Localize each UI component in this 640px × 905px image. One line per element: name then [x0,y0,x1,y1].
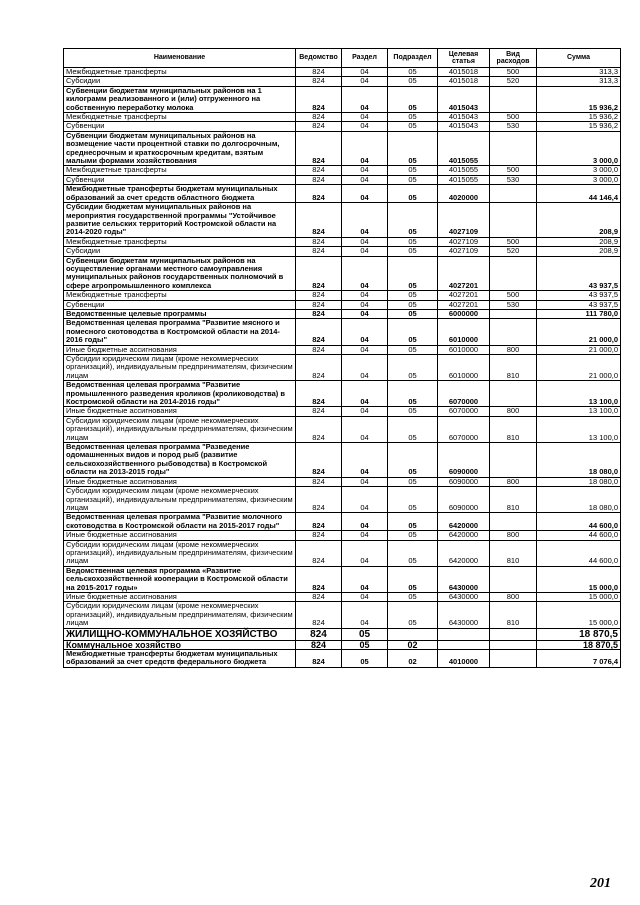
cell-podrazdel: 05 [388,381,438,407]
cell-name: Иные бюджетные ассигнования [64,477,296,486]
table-row [64,355,621,381]
cell-podrazdel: 05 [388,175,438,184]
cell-vid-rashodov: 810 [490,540,537,566]
cell-name: Ведомственные целевые программы [64,309,296,318]
cell-vid-rashodov: 500 [490,237,537,246]
cell-vedomstvo: 824 [296,185,342,203]
cell-razdel: 04 [342,237,388,246]
cell-name: Субсидии юридическим лицам (кроме некоммерческих организаций), индивидуальным предпринимателям, физическим лицам [64,416,296,442]
table-row [64,602,621,628]
cell-vid-rashodov: 800 [490,477,537,486]
cell-podrazdel: 05 [388,319,438,345]
cell-vid-rashodov [490,566,537,592]
cell-podrazdel: 05 [388,345,438,354]
cell-podrazdel: 05 [388,416,438,442]
table-row [64,122,621,131]
cell-celevaya-statya: 4015055 [438,131,490,166]
cell-name: Ведомственная целевая программа "Разведение одомашненных видов и пород рыб (развитие сельскохозяйственного рыбоводства) в Костромской области на 2013-2015 годы" [64,443,296,478]
table-row [64,131,621,166]
cell-razdel: 04 [342,407,388,416]
table-row [64,628,621,640]
cell-podrazdel: 02 [388,650,438,668]
cell-summa: 3 000,0 [537,131,621,166]
cell-razdel: 04 [342,540,388,566]
cell-vid-rashodov: 810 [490,355,537,381]
cell-name: Коммунальное хозяйство [64,640,296,649]
table-row [64,237,621,246]
cell-celevaya-statya: 6420000 [438,540,490,566]
cell-name: ЖИЛИЩНО-КОММУНАЛЬНОЕ ХОЗЯЙСТВО [64,628,296,640]
cell-podrazdel: 05 [388,309,438,318]
cell-razdel: 04 [342,122,388,131]
cell-razdel: 04 [342,345,388,354]
cell-vid-rashodov: 500 [490,166,537,175]
cell-podrazdel: 05 [388,487,438,513]
cell-razdel: 04 [342,113,388,122]
cell-summa: 3 000,0 [537,175,621,184]
cell-vid-rashodov [490,640,537,649]
cell-podrazdel: 05 [388,477,438,486]
cell-summa: 313,3 [537,77,621,86]
cell-vedomstvo: 824 [296,203,342,238]
cell-vedomstvo: 824 [296,309,342,318]
cell-vedomstvo: 824 [296,86,342,112]
cell-summa: 43 937,5 [537,300,621,309]
cell-razdel: 04 [342,300,388,309]
cell-name: Межбюджетные трансферты бюджетам муниципальных образований за счет средств областного бюджета [64,185,296,203]
cell-summa: 15 000,0 [537,592,621,601]
cell-vedomstvo: 824 [296,68,342,77]
cell-vedomstvo: 824 [296,650,342,668]
cell-razdel: 04 [342,381,388,407]
cell-razdel: 04 [342,175,388,184]
cell-name: Субсидии юридическим лицам (кроме некоммерческих организаций), индивидуальным предпринимателям, физическим лицам [64,602,296,628]
cell-podrazdel: 05 [388,77,438,86]
table-row [64,77,621,86]
cell-vid-rashodov [490,628,537,640]
cell-podrazdel: 05 [388,203,438,238]
cell-razdel: 04 [342,592,388,601]
cell-podrazdel: 05 [388,247,438,256]
cell-razdel: 04 [342,131,388,166]
cell-name: Иные бюджетные ассигнования [64,531,296,540]
table-row [64,256,621,291]
cell-summa: 18 870,5 [537,628,621,640]
cell-name: Ведомственная целевая программа "Развитие мясного и помесного скотоводства в Костромской области на 2014-2016 годы" [64,319,296,345]
table-row [64,443,621,478]
cell-summa: 44 600,0 [537,531,621,540]
cell-razdel: 04 [342,487,388,513]
cell-name: Ведомственная целевая программа "Развитие промышленного разведения кроликов (кролиководства) в Костромской области на 2014-2016 годы" [64,381,296,407]
cell-vid-rashodov [490,256,537,291]
cell-vedomstvo: 824 [296,237,342,246]
cell-vid-rashodov: 530 [490,175,537,184]
cell-vid-rashodov: 810 [490,487,537,513]
cell-name: Межбюджетные трансферты [64,68,296,77]
cell-name: Межбюджетные трансферты [64,237,296,246]
cell-podrazdel [388,628,438,640]
cell-celevaya-statya: 6000000 [438,309,490,318]
cell-summa: 111 780,0 [537,309,621,318]
cell-vid-rashodov: 800 [490,592,537,601]
cell-celevaya-statya: 6430000 [438,566,490,592]
cell-podrazdel: 05 [388,291,438,300]
cell-summa: 208,9 [537,237,621,246]
page-number: 201 [590,876,611,891]
cell-vedomstvo: 824 [296,175,342,184]
cell-razdel: 04 [342,247,388,256]
header-vid-rashodov: Вид расходов [490,49,537,68]
cell-razdel: 04 [342,355,388,381]
cell-name: Субвенции [64,122,296,131]
cell-celevaya-statya: 6090000 [438,477,490,486]
cell-vid-rashodov: 500 [490,68,537,77]
cell-vid-rashodov [490,185,537,203]
table-row [64,416,621,442]
cell-razdel: 04 [342,86,388,112]
cell-vid-rashodov: 800 [490,407,537,416]
cell-summa: 43 937,5 [537,256,621,291]
cell-summa: 15 000,0 [537,566,621,592]
cell-vid-rashodov [490,86,537,112]
cell-celevaya-statya: 4027201 [438,291,490,300]
cell-name: Иные бюджетные ассигнования [64,407,296,416]
cell-vedomstvo: 824 [296,113,342,122]
cell-celevaya-statya: 4015018 [438,68,490,77]
cell-celevaya-statya: 4015055 [438,166,490,175]
cell-name: Межбюджетные трансферты бюджетам муниципальных образований за счет средств федерального бюджета [64,650,296,668]
cell-razdel: 04 [342,416,388,442]
cell-summa: 18 870,5 [537,640,621,649]
cell-vedomstvo: 824 [296,540,342,566]
cell-podrazdel: 05 [388,540,438,566]
cell-vedomstvo: 824 [296,122,342,131]
cell-podrazdel: 05 [388,531,438,540]
table-row [64,650,621,668]
cell-summa: 13 100,0 [537,381,621,407]
cell-vedomstvo: 824 [296,77,342,86]
cell-podrazdel: 05 [388,131,438,166]
cell-vedomstvo: 824 [296,443,342,478]
cell-podrazdel: 05 [388,300,438,309]
cell-vid-rashodov: 530 [490,300,537,309]
cell-vedomstvo: 824 [296,345,342,354]
cell-summa: 43 937,5 [537,291,621,300]
cell-razdel: 04 [342,68,388,77]
cell-name: Ведомственная целевая программа «Развитие сельскохозяйственной кооперации в Костромской области на 2015-2017 годы» [64,566,296,592]
cell-summa: 18 080,0 [537,443,621,478]
cell-celevaya-statya: 4027201 [438,300,490,309]
cell-podrazdel: 05 [388,407,438,416]
header-razdel: Раздел [342,49,388,68]
cell-vid-rashodov [490,381,537,407]
cell-celevaya-statya: 4015043 [438,86,490,112]
cell-vedomstvo: 824 [296,300,342,309]
cell-name: Субсидии юридическим лицам (кроме некоммерческих организаций), индивидуальным предпринимателям, физическим лицам [64,540,296,566]
cell-summa: 44 146,4 [537,185,621,203]
cell-razdel: 04 [342,309,388,318]
table-row [64,247,621,256]
cell-podrazdel: 05 [388,592,438,601]
cell-summa: 7 076,4 [537,650,621,668]
cell-celevaya-statya: 6420000 [438,531,490,540]
cell-vedomstvo: 824 [296,291,342,300]
cell-vedomstvo: 824 [296,166,342,175]
cell-summa: 18 080,0 [537,477,621,486]
cell-vedomstvo: 824 [296,592,342,601]
cell-vid-rashodov: 810 [490,602,537,628]
cell-celevaya-statya: 4015043 [438,122,490,131]
cell-razdel: 04 [342,443,388,478]
cell-podrazdel: 05 [388,513,438,531]
cell-vid-rashodov: 520 [490,247,537,256]
cell-celevaya-statya: 6070000 [438,381,490,407]
table-row [64,68,621,77]
budget-table-container [63,48,620,668]
cell-celevaya-statya: 4027201 [438,256,490,291]
table-row [64,566,621,592]
cell-vedomstvo: 824 [296,513,342,531]
table-row [64,381,621,407]
cell-razdel: 05 [342,640,388,649]
cell-razdel: 04 [342,77,388,86]
cell-vid-rashodov [490,319,537,345]
table-row [64,113,621,122]
cell-celevaya-statya: 4015018 [438,77,490,86]
cell-celevaya-statya: 6010000 [438,345,490,354]
cell-podrazdel: 05 [388,166,438,175]
cell-celevaya-statya: 4010000 [438,650,490,668]
cell-name: Субвенции [64,300,296,309]
table-row [64,487,621,513]
cell-razdel: 04 [342,602,388,628]
table-row [64,203,621,238]
cell-razdel: 04 [342,256,388,291]
cell-podrazdel: 05 [388,68,438,77]
cell-razdel: 04 [342,166,388,175]
cell-vid-rashodov: 530 [490,122,537,131]
cell-summa: 3 000,0 [537,166,621,175]
cell-name: Субвенции бюджетам муниципальных районов на 1 килограмм реализованного и (или) отгруженного на собственную переработку молока [64,86,296,112]
cell-podrazdel: 05 [388,355,438,381]
cell-vedomstvo: 824 [296,131,342,166]
table-row [64,86,621,112]
cell-vedomstvo: 824 [296,416,342,442]
cell-name: Субсидии бюджетам муниципальных районов на мероприятия государственной программы "Устойчивое развитие сельских территорий Костромской области на 2014-2020 годы" [64,203,296,238]
cell-podrazdel: 05 [388,443,438,478]
cell-podrazdel: 05 [388,602,438,628]
cell-vid-rashodov [490,131,537,166]
cell-vid-rashodov: 500 [490,113,537,122]
cell-celevaya-statya: 4015043 [438,113,490,122]
table-header-row [64,49,621,68]
cell-vedomstvo: 824 [296,640,342,649]
cell-name: Иные бюджетные ассигнования [64,592,296,601]
cell-razdel: 04 [342,566,388,592]
cell-razdel: 04 [342,513,388,531]
cell-razdel: 04 [342,319,388,345]
header-vedomstvo: Ведомство [296,49,342,68]
cell-podrazdel: 05 [388,566,438,592]
cell-vid-rashodov: 500 [490,291,537,300]
cell-vedomstvo: 824 [296,256,342,291]
cell-vedomstvo: 824 [296,381,342,407]
cell-name: Субвенции [64,175,296,184]
cell-summa: 208,9 [537,247,621,256]
cell-celevaya-statya: 6090000 [438,487,490,513]
cell-celevaya-statya: 4015055 [438,175,490,184]
cell-vedomstvo: 824 [296,247,342,256]
cell-name: Межбюджетные трансферты [64,166,296,175]
cell-summa: 15 936,2 [537,113,621,122]
cell-summa: 15 936,2 [537,122,621,131]
cell-vid-rashodov: 520 [490,77,537,86]
cell-razdel: 04 [342,185,388,203]
table-row [64,540,621,566]
cell-name: Субсидии юридическим лицам (кроме некоммерческих организаций), индивидуальным предпринимателям, физическим лицам [64,355,296,381]
cell-name: Межбюджетные трансферты [64,291,296,300]
cell-vedomstvo: 824 [296,628,342,640]
cell-podrazdel: 05 [388,237,438,246]
table-row [64,319,621,345]
cell-celevaya-statya: 4027109 [438,203,490,238]
table-body [64,68,621,668]
cell-vid-rashodov [490,513,537,531]
cell-summa: 15 000,0 [537,602,621,628]
cell-razdel: 04 [342,531,388,540]
cell-celevaya-statya: 6010000 [438,355,490,381]
cell-podrazdel: 05 [388,122,438,131]
cell-vedomstvo: 824 [296,319,342,345]
cell-vid-rashodov: 800 [490,345,537,354]
table-row [64,513,621,531]
cell-summa: 208,9 [537,203,621,238]
cell-podrazdel: 05 [388,113,438,122]
cell-name: Субсидии [64,247,296,256]
header-celevaya-statya: Целевая статья [438,49,490,68]
cell-celevaya-statya [438,640,490,649]
budget-table [63,48,621,668]
cell-vid-rashodov [490,309,537,318]
cell-vedomstvo: 824 [296,602,342,628]
cell-celevaya-statya: 6430000 [438,592,490,601]
cell-razdel: 04 [342,477,388,486]
cell-summa: 21 000,0 [537,319,621,345]
cell-celevaya-statya: 6070000 [438,416,490,442]
cell-name: Субвенции бюджетам муниципальных районов на возмещение части процентной ставки по долгосрочным, среднесрочным и краткосрочным кредитам, взятым малыми формами хозяйствования [64,131,296,166]
cell-summa: 313,3 [537,68,621,77]
cell-celevaya-statya: 6090000 [438,443,490,478]
cell-podrazdel: 05 [388,86,438,112]
cell-vedomstvo: 824 [296,477,342,486]
cell-celevaya-statya: 6420000 [438,513,490,531]
cell-summa: 21 000,0 [537,345,621,354]
header-podrazdel: Подраздел [388,49,438,68]
cell-celevaya-statya [438,628,490,640]
cell-celevaya-statya: 4027109 [438,237,490,246]
cell-podrazdel: 02 [388,640,438,649]
table-row [64,291,621,300]
cell-name: Ведомственная целевая программа "Развитие молочного скотоводства в Костромской области на 2015-2017 годы" [64,513,296,531]
cell-summa: 15 936,2 [537,86,621,112]
cell-name: Субсидии юридическим лицам (кроме некоммерческих организаций), индивидуальным предпринимателям, физическим лицам [64,487,296,513]
cell-vedomstvo: 824 [296,531,342,540]
cell-summa: 13 100,0 [537,416,621,442]
cell-celevaya-statya: 6010000 [438,319,490,345]
header-name: Наименование [64,49,296,68]
cell-name: Межбюджетные трансферты [64,113,296,122]
cell-vedomstvo: 824 [296,487,342,513]
cell-celevaya-statya: 4027109 [438,247,490,256]
cell-summa: 13 100,0 [537,407,621,416]
cell-summa: 21 000,0 [537,355,621,381]
table-row [64,531,621,540]
cell-name: Субсидии [64,77,296,86]
cell-celevaya-statya: 6430000 [438,602,490,628]
cell-celevaya-statya: 4020000 [438,185,490,203]
cell-podrazdel: 05 [388,256,438,291]
cell-vid-rashodov [490,650,537,668]
cell-vedomstvo: 824 [296,566,342,592]
cell-razdel: 05 [342,650,388,668]
table-row [64,407,621,416]
cell-vedomstvo: 824 [296,355,342,381]
cell-vid-rashodov: 810 [490,416,537,442]
cell-name: Субвенции бюджетам муниципальных районов на осуществление органами местного самоуправления муниципальных районов государственных полномочий в сфере агропромышленного комплекса [64,256,296,291]
table-row [64,185,621,203]
cell-razdel: 05 [342,628,388,640]
cell-name: Иные бюджетные ассигнования [64,345,296,354]
cell-razdel: 04 [342,203,388,238]
cell-vedomstvo: 824 [296,407,342,416]
cell-celevaya-statya: 6070000 [438,407,490,416]
cell-razdel: 04 [342,291,388,300]
cell-summa: 18 080,0 [537,487,621,513]
cell-podrazdel: 05 [388,185,438,203]
cell-summa: 44 600,0 [537,540,621,566]
cell-vid-rashodov [490,443,537,478]
cell-summa: 44 600,0 [537,513,621,531]
header-summa: Сумма [537,49,621,68]
cell-vid-rashodov [490,203,537,238]
cell-vid-rashodov: 800 [490,531,537,540]
table-row [64,166,621,175]
